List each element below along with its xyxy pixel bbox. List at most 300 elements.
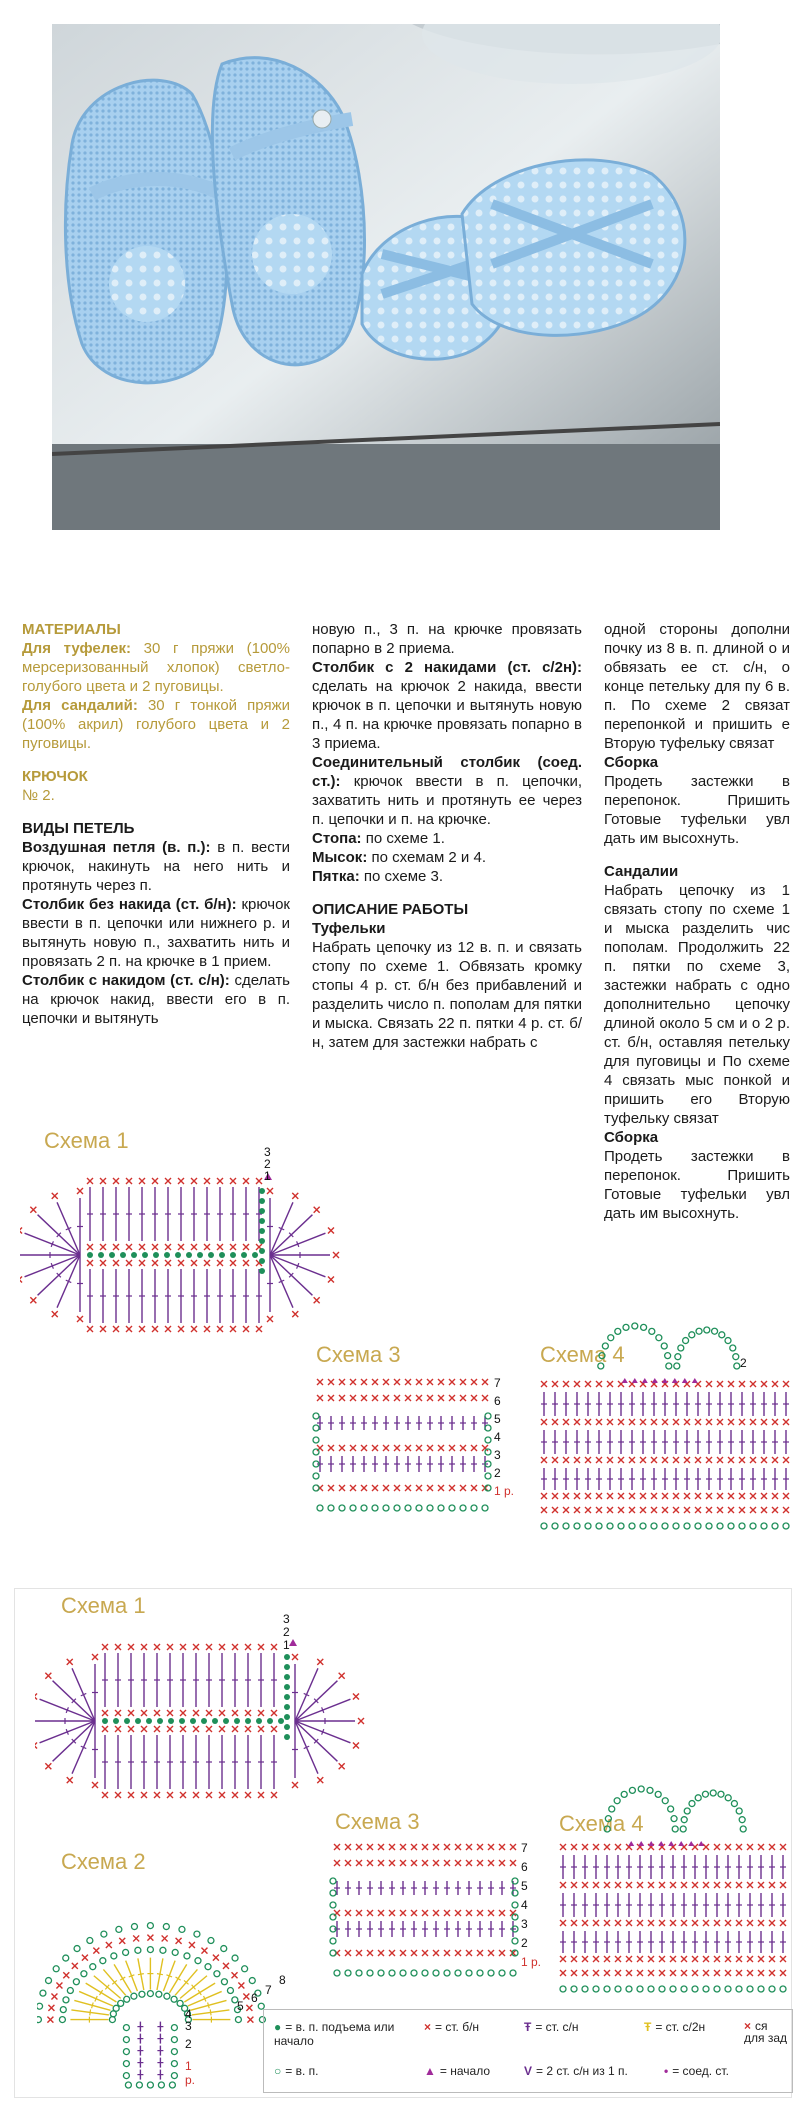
sc-stitch [615, 1920, 621, 1926]
row-number: 1 р. [521, 1955, 542, 1969]
sc-stitch [378, 1860, 384, 1866]
sc-stitch [541, 1381, 547, 1387]
sc-stitch [422, 1910, 428, 1916]
sc-stitch [758, 1920, 764, 1926]
chain-loop [383, 1505, 389, 1511]
sc-stitch [471, 1379, 477, 1385]
part-name: Мысок: [312, 849, 368, 866]
sc-stitch [783, 1493, 789, 1499]
sc-stitch [128, 1792, 134, 1798]
sc-stitch [427, 1379, 433, 1385]
work-heading: ОПИСАНИЕ РАБОТЫ [312, 901, 469, 918]
chain-loop [416, 1505, 422, 1511]
chain-loop [563, 1523, 569, 1529]
sc-stitch [350, 1395, 356, 1401]
chain-loop [471, 1505, 477, 1511]
sc-stitch [317, 1395, 323, 1401]
sc-stitch [714, 1920, 720, 1926]
sc-stitch [246, 2005, 252, 2011]
sc-stitch [541, 1493, 547, 1499]
chain-loop [512, 1902, 518, 1908]
sc-stitch [703, 1956, 709, 1962]
sc-stitch [783, 1381, 789, 1387]
row-number: 5 [521, 1879, 528, 1893]
sc-stitch [217, 1260, 223, 1266]
sc-stitch [648, 1920, 654, 1926]
sc-stitch [629, 1457, 635, 1463]
chain-loop [488, 1970, 494, 1976]
chain-stitch [284, 1684, 290, 1690]
sc-stitch [471, 1445, 477, 1451]
sc-stitch [77, 1188, 83, 1194]
chain-loop [147, 2082, 153, 2088]
chain-loop [372, 1505, 378, 1511]
sc-stitch [466, 1950, 472, 1956]
sc-stitch [367, 1860, 373, 1866]
sc-stitch [640, 1493, 646, 1499]
chain-loop [172, 1949, 178, 1955]
sc-stitch [113, 1326, 119, 1332]
row-number: 7 [494, 1376, 501, 1390]
chain-loop [46, 1978, 52, 1984]
scheme1-title: Схема 1 [61, 1593, 146, 1618]
legend-item: Ŧ = ст. с/н [524, 2020, 579, 2034]
sc-stitch [30, 1207, 36, 1213]
chain-loop [123, 1949, 129, 1955]
chain-loop [460, 1505, 466, 1511]
sc-stitch [258, 1726, 264, 1732]
sc-stitch [139, 1178, 145, 1184]
chain-stitch [252, 1252, 258, 1258]
sc-stitch [552, 1493, 558, 1499]
sc-stitch [681, 1882, 687, 1888]
sc-stitch [51, 1993, 57, 1999]
chain-loop [632, 1323, 638, 1329]
slip-stitch [632, 1378, 638, 1383]
sc-stitch [339, 1379, 345, 1385]
sc-stitch [563, 1507, 569, 1513]
sc-stitch [219, 1644, 225, 1650]
chain-loop [541, 1523, 547, 1529]
chain-stitch [201, 1718, 207, 1724]
row-number: 6 [494, 1394, 501, 1408]
sc-stitch [232, 1972, 238, 1978]
part-text: по схеме 3. [363, 868, 444, 885]
chain-loop [147, 1923, 153, 1929]
sc-stitch [411, 1844, 417, 1850]
sc-stitch [87, 1260, 93, 1266]
sc-stitch [582, 1956, 588, 1962]
sc-stitch [455, 1910, 461, 1916]
sc-stitch [747, 1970, 753, 1976]
sc-stitch [703, 1970, 709, 1976]
slip-stitch [642, 1378, 648, 1383]
sc-stitch [728, 1493, 734, 1499]
chain-loop [158, 2082, 164, 2088]
chain-loop [73, 1979, 79, 1985]
sc-stitch [670, 1970, 676, 1976]
sc-stitch [662, 1493, 668, 1499]
chain-loop [638, 1786, 644, 1792]
sc-stitch [772, 1381, 778, 1387]
part-name: Стопа: [312, 830, 362, 847]
chain-loop [681, 1817, 687, 1823]
sc-stitch [267, 1316, 273, 1322]
row-number: 2 [521, 1936, 528, 1950]
chain-loop [334, 1970, 340, 1976]
sc-stitch [758, 1956, 764, 1962]
chain-loop [313, 1437, 319, 1443]
slip-stitch [698, 1841, 704, 1846]
chain-stitch [234, 1718, 240, 1724]
sc-stitch [703, 1882, 709, 1888]
chain-loop [485, 1449, 491, 1455]
sc-stitch [466, 1860, 472, 1866]
chain-loop [422, 1970, 428, 1976]
sc-stitch [772, 1457, 778, 1463]
chain-loop [614, 1798, 620, 1804]
sc-stitch [372, 1379, 378, 1385]
chain-loop [136, 2082, 142, 2088]
sc-stitch [750, 1381, 756, 1387]
sc-stitch [139, 1260, 145, 1266]
sc-stitch [133, 1935, 139, 1941]
sc-stitch [63, 1972, 69, 1978]
chain-loop [378, 1970, 384, 1976]
chain-loop [444, 1970, 450, 1976]
sc-stitch [191, 1178, 197, 1184]
sc-stitch [670, 1920, 676, 1926]
scheme3-row-numbers [494, 1374, 514, 1500]
chain-loop [111, 1953, 117, 1959]
chain-loop [702, 1791, 708, 1797]
chain-stitch [256, 1718, 262, 1724]
sc-stitch [560, 1920, 566, 1926]
sc-stitch [455, 1860, 461, 1866]
sc-stitch [725, 1970, 731, 1976]
sc-stitch [659, 1970, 665, 1976]
sc-stitch [585, 1457, 591, 1463]
slip-stitch [622, 1378, 628, 1383]
sc-stitch [394, 1395, 400, 1401]
sc-stitch [367, 1844, 373, 1850]
sc-stitch [339, 1763, 345, 1769]
chain-loop [123, 2073, 129, 2079]
sc-stitch [739, 1507, 745, 1513]
sc-stitch [444, 1950, 450, 1956]
sc-stitch [189, 1942, 195, 1948]
chain-loop [783, 1523, 789, 1529]
sc-stitch [394, 1485, 400, 1491]
sc-stitch [178, 1244, 184, 1250]
chain-stitch [164, 1252, 170, 1258]
sc-stitch [292, 1193, 298, 1199]
sc-stitch [596, 1381, 602, 1387]
sandals-materials-label: Для сандалий: [22, 697, 138, 714]
sc-stitch [563, 1457, 569, 1463]
sc-stitch [154, 1644, 160, 1650]
chain-loop [719, 1332, 725, 1338]
sc-stitch [761, 1419, 767, 1425]
sc-stitch [405, 1379, 411, 1385]
booties-photo [52, 24, 720, 530]
slip-icon: • [664, 2064, 669, 2078]
sc-stitch [717, 1507, 723, 1513]
chain-loop [673, 1523, 679, 1529]
sc-stitch [482, 1379, 488, 1385]
sc-stitch [113, 1244, 119, 1250]
stitch-text: крючок ввести в п. цепочки, захватить нить и протянуть ее через п. цепочки и п. на крючке. [312, 773, 582, 828]
sc-stitch [659, 1956, 665, 1962]
chain-stitch [284, 1694, 290, 1700]
chain-loop [689, 1332, 695, 1338]
sc-stitch [411, 1860, 417, 1866]
sc-stitch [358, 1718, 364, 1724]
sc-stitch [571, 1844, 577, 1850]
chain-stitch [259, 1208, 265, 1214]
row-number: 6 [251, 1991, 258, 2005]
sc-stitch [100, 1260, 106, 1266]
stitch-name: Столбик с накидом (ст. с/н): [22, 972, 230, 989]
chain-loop [317, 1505, 323, 1511]
sc-stitch [245, 1710, 251, 1716]
sc-stitch [736, 1920, 742, 1926]
sc-stitch [670, 1882, 676, 1888]
sc-stitch [585, 1419, 591, 1425]
chain-loop [330, 1938, 336, 1944]
row-number: 7 [521, 1841, 528, 1855]
sc-stitch [256, 1326, 262, 1332]
sc-stitch [77, 1316, 83, 1322]
chain-loop [640, 1523, 646, 1529]
sc-stitch [736, 1844, 742, 1850]
sc-stitch [780, 1882, 786, 1888]
chain-loop [131, 1993, 137, 1999]
sc-stitch [780, 1920, 786, 1926]
sc-stitch [761, 1381, 767, 1387]
sc-stitch [102, 1710, 108, 1716]
sc-stitch [102, 1644, 108, 1650]
sc-stitch [582, 1970, 588, 1976]
sc-stitch [499, 1910, 505, 1916]
slip-stitch [688, 1841, 694, 1846]
chain-loop [593, 1986, 599, 1992]
sc-stitch [45, 1673, 51, 1679]
booties-materials-text: 30 г пряжи (100% мерсеризованный хлопок) светло-голубого цвета и 2 пуговицы. [22, 640, 290, 695]
sc-stitch [449, 1395, 455, 1401]
sc-stitch [333, 1252, 339, 1258]
assembly-heading: Сборка [604, 1129, 659, 1146]
sc-stitch [154, 1792, 160, 1798]
sc-stitch [217, 1244, 223, 1250]
chain-loop [641, 1324, 647, 1330]
chain-stitch [267, 1718, 273, 1724]
sc-stitch [191, 1244, 197, 1250]
chain-loop [400, 1970, 406, 1976]
sc-stitch [416, 1445, 422, 1451]
chain-loop [678, 1345, 684, 1351]
sc-stitch [651, 1419, 657, 1425]
chain-loop [171, 2025, 177, 2031]
chain-loop [607, 1523, 613, 1529]
sc-stitch [438, 1395, 444, 1401]
sc-stitch [618, 1493, 624, 1499]
chain-loop [177, 2000, 183, 2006]
sc-stitch [167, 1726, 173, 1732]
sc-stitch [243, 1178, 249, 1184]
chain-stitch [124, 1718, 130, 1724]
sc-stitch [204, 1244, 210, 1250]
chain-loop [123, 2037, 129, 2043]
sc-stitch [176, 1938, 182, 1944]
sc-stitch [758, 1882, 764, 1888]
chain-loop [602, 1343, 608, 1349]
chain-loop [761, 1523, 767, 1529]
sc-stitch [714, 1956, 720, 1962]
sc-stitch [607, 1507, 613, 1513]
sc-stitch [673, 1457, 679, 1463]
dc-bar [90, 2009, 91, 2015]
sc-stitch [433, 1844, 439, 1850]
sc-stitch [499, 1860, 505, 1866]
sc-stitch [427, 1395, 433, 1401]
row-number: 3 [283, 1612, 290, 1626]
sc-stitch [339, 1395, 345, 1401]
sc-stitch [433, 1950, 439, 1956]
sc-stitch [258, 1644, 264, 1650]
sc-stitch [574, 1507, 580, 1513]
chain-loop [734, 1363, 740, 1369]
sc-stitch [356, 1950, 362, 1956]
chain-loop [499, 1970, 505, 1976]
sc-stitch [714, 1844, 720, 1850]
chain-loop [485, 1425, 491, 1431]
sc-stitch [783, 1457, 789, 1463]
chain-loop [350, 1505, 356, 1511]
scheme3-diagram [329, 1839, 529, 1979]
row-number: 1 [264, 1169, 271, 1183]
sc-stitch [670, 1956, 676, 1962]
part-text: по схемам 2 и 4. [371, 849, 486, 866]
chain-loop [648, 1986, 654, 1992]
sc-stitch [367, 1950, 373, 1956]
sc-stitch [684, 1507, 690, 1513]
chain-loop [67, 1988, 73, 1994]
sc-stitch [52, 1193, 58, 1199]
sc-stitch [334, 1860, 340, 1866]
chain-stitch [142, 1252, 148, 1258]
sc-stitch [574, 1493, 580, 1499]
sc-stitch [560, 1970, 566, 1976]
row-number: 1 р. [185, 2059, 196, 2087]
sc-stitch [585, 1381, 591, 1387]
sc-stitch [353, 1742, 359, 1748]
sc-stitch [692, 1956, 698, 1962]
chain-loop [621, 1791, 627, 1797]
sc-stitch [673, 1419, 679, 1425]
chain-loop [205, 1964, 211, 1970]
chain-loop [313, 1473, 319, 1479]
chain-loop [675, 1354, 681, 1360]
legend-item: × ся для зад [744, 2020, 788, 2044]
chain-loop [615, 1986, 621, 1992]
chain-loop [609, 1806, 615, 1812]
chain-loop [330, 1902, 336, 1908]
chain-loop [736, 1808, 742, 1814]
chain-stitch [284, 1674, 290, 1680]
sc-stitch [383, 1485, 389, 1491]
sc-stitch [361, 1379, 367, 1385]
sc-stitch [245, 1644, 251, 1650]
chain-stitch [212, 1718, 218, 1724]
sc-stitch [165, 1326, 171, 1332]
chain-loop [171, 2061, 177, 2067]
sc-stitch [736, 1956, 742, 1962]
sc-stitch [232, 1792, 238, 1798]
sc-stitch [165, 1178, 171, 1184]
sc-stitch [758, 1844, 764, 1850]
sc-stitch [596, 1457, 602, 1463]
diagrams-top [0, 1110, 800, 1550]
sc-stitch [314, 1297, 320, 1303]
sc-stitch [769, 1970, 775, 1976]
materials-heading: МАТЕРИАЛЫ [22, 621, 121, 638]
chain-loop [235, 2017, 241, 2023]
sc-stitch [271, 1792, 277, 1798]
sc-stitch [292, 1782, 298, 1788]
row-number: 5 [237, 1999, 244, 2013]
sc-stitch [780, 1956, 786, 1962]
chain-loop [242, 1966, 248, 1972]
sc-stitch [593, 1920, 599, 1926]
stitch-name: Столбик с 2 накидами (ст. с/2н): [312, 659, 582, 676]
sc-stitch [383, 1379, 389, 1385]
sc-stitch [204, 1178, 210, 1184]
sc-stitch [271, 1644, 277, 1650]
chain-loop [101, 1931, 107, 1937]
chain-loop [37, 2017, 41, 2023]
sc-stitch [356, 1910, 362, 1916]
sc-stitch [651, 1457, 657, 1463]
sc-stitch [541, 1419, 547, 1425]
sc-stitch [725, 1844, 731, 1850]
sc-stitch [750, 1493, 756, 1499]
sc-stitch [328, 1485, 334, 1491]
chain-loop [725, 1795, 731, 1801]
legend [264, 2010, 792, 2092]
scheme1-diagram [20, 1150, 350, 1360]
sc-stitch [206, 1792, 212, 1798]
booties-heading: Туфельки [312, 920, 386, 937]
chain-loop [405, 1505, 411, 1511]
sc-stitch [438, 1485, 444, 1491]
sc-stitch [361, 1395, 367, 1401]
sc-stitch [739, 1419, 745, 1425]
sc-stitch [217, 1178, 223, 1184]
sc-stitch [367, 1910, 373, 1916]
chain-loop [733, 1354, 739, 1360]
sc-stitch [662, 1507, 668, 1513]
sc-stitch [574, 1381, 580, 1387]
sc-stitch [82, 1955, 88, 1961]
row-number: 7 [265, 1983, 272, 1997]
sc-stitch [378, 1910, 384, 1916]
sc-stitch [361, 1485, 367, 1491]
sc-stitch [637, 1920, 643, 1926]
chain-loop [232, 1955, 238, 1961]
sc-stitch [659, 1920, 665, 1926]
sc-stitch [223, 1963, 229, 1969]
